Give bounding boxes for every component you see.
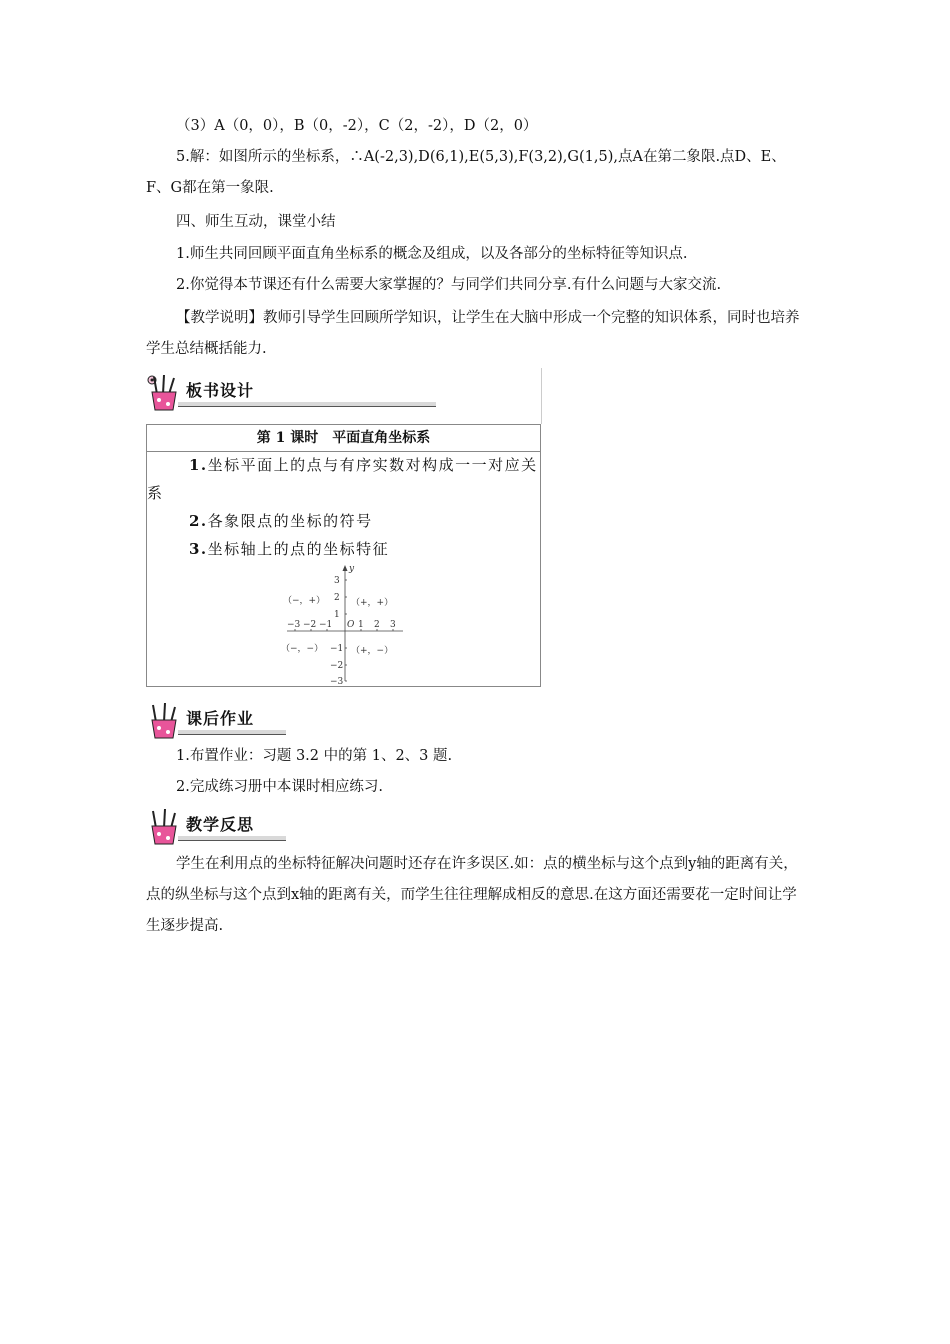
y-axis-label: y xyxy=(349,564,355,574)
x-tick-label: 1 xyxy=(358,620,364,630)
answer-5: 5.解：如图所示的坐标系，∴A(-2,3),D(6,1),E(5,3),F(3,2),G(1,5),点A在第二象限.点D、E、F、G都在第一象限. xyxy=(146,149,786,196)
x-tick-label: 3 xyxy=(390,620,396,630)
reflection-title: 教学反思 xyxy=(186,815,255,834)
board-table-title: 第 1 课时 平面直角坐标系 xyxy=(147,425,540,452)
teaching-note-tag: 【教学说明】 xyxy=(176,310,263,326)
x-tick-label: 2 xyxy=(374,620,380,630)
origin-label: O xyxy=(347,620,355,630)
y-tick-label: −2 xyxy=(330,661,344,671)
coordinate-diagram xyxy=(279,563,409,685)
x-tick-label: −2 xyxy=(303,620,317,630)
teaching-note xyxy=(146,303,810,365)
homework-item-2: 2.完成练习册中本课时相应练习. xyxy=(176,779,383,795)
y-tick-label: −3 xyxy=(330,677,344,685)
y-tick-label: 3 xyxy=(334,576,340,586)
board-design-table xyxy=(146,424,541,687)
heading-underline xyxy=(178,836,286,841)
summary-1: 1.师生共同回顾平面直角坐标系的概念及组成，以及各部分的坐标特征等知识点. xyxy=(176,246,688,262)
quadrant-1-sign: （+，+） xyxy=(351,598,394,608)
y-tick-label: 1 xyxy=(334,610,340,620)
homework-item-1: 1.布置作业：习题 3.2 中的第 1、2、3 题. xyxy=(176,748,453,764)
board-item-1: 1.坐标平面上的点与有序实数对构成一一对应关系 xyxy=(147,456,538,502)
y-tick-label: −1 xyxy=(330,644,344,654)
quadrant-2-sign: （−，+） xyxy=(283,596,326,606)
homework-title: 课后作业 xyxy=(186,709,255,728)
board-item-3: 3.坐标轴上的点的坐标特征 xyxy=(189,540,390,558)
board-design-title: 板书设计 xyxy=(186,381,255,400)
x-tick-label: −1 xyxy=(319,620,333,630)
teaching-note-text: 教师引导学生回顾所学知识，让学生在大脑中形成一个完整的知识体系，同时也培养学生总结概括能力. xyxy=(146,310,800,357)
reflection-text: 学生在利用点的坐标特征解决问题时还存在许多误区.如：点的横坐标与这个点到y轴的距离有关，点的纵坐标与这个点到x轴的距离有关，而学生往往理解成相反的意思.在这方面还需要花一定时间让学生逐步提高. xyxy=(146,856,798,934)
answer-3: （3）A（0，0），B（0，-2），C（2，-2），D（2，0） xyxy=(176,118,538,134)
heading-underline xyxy=(178,730,286,735)
quadrant-3-sign: （−，−） xyxy=(281,644,324,654)
quadrant-4-sign: （+，−） xyxy=(351,646,394,656)
section-4-title: 四、师生互动，课堂小结 xyxy=(176,214,336,230)
summary-2: 2.你觉得本节课还有什么需要大家掌握的？与同学们共同分享.有什么问题与大家交流. xyxy=(176,277,722,293)
y-axis-arrow xyxy=(343,565,348,571)
x-tick-label: −3 xyxy=(287,620,301,630)
divider xyxy=(541,368,542,424)
board-item-2: 2.各象限点的坐标的符号 xyxy=(189,512,373,530)
heading-underline xyxy=(178,402,436,407)
y-tick-label: 2 xyxy=(334,593,340,603)
